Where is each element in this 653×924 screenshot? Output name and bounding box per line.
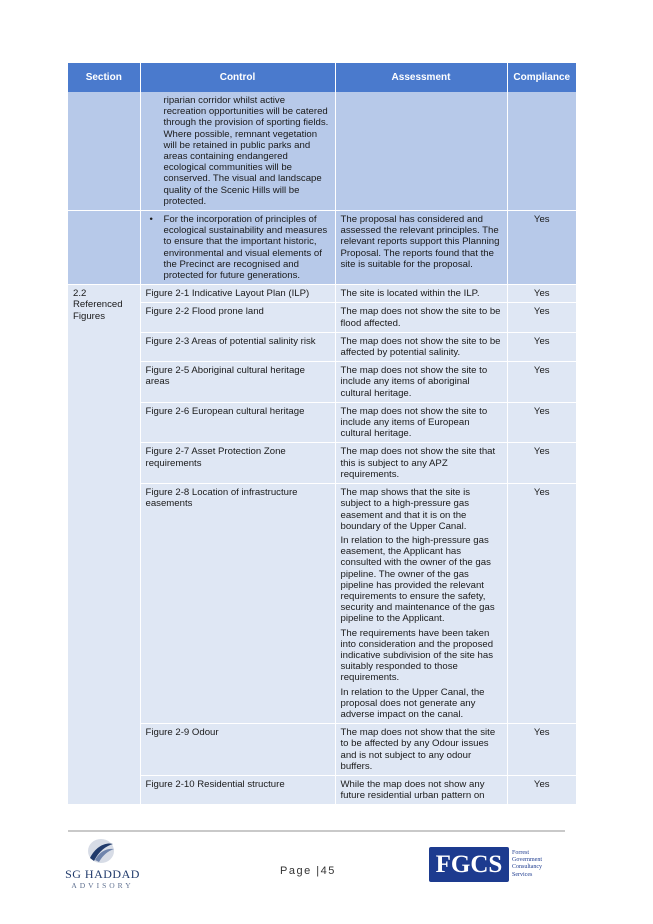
header-assessment: Assessment [335,63,507,92]
compliance-table [68,63,576,805]
assessment-cell [335,724,507,776]
compliance-cell: Yes [507,285,576,303]
compliance-cell [507,92,576,211]
fgcs-logo [429,847,565,883]
control-text: For the incorporation of principles of ecological sustainability and measures to ensure that the important historic, environmental and visual elements of the Precinct are recognised and protected for future generations. [163,214,328,282]
assessment-cell: The proposal has considered and assessed the relevant principles. The relevant reports support this Planning Proposal. The reports found that the site is suitable for the proposal. [335,211,507,285]
sg-haddad-sub: ADVISORY [71,881,134,890]
table-row [68,443,576,484]
fgcs-word: Forrest [512,850,529,856]
assessment-cell [335,402,507,443]
assessment-paragraph: The requirements have been taken into consideration and the proposed indicative subdivision of the site has suitably responded to those requirements. [340,627,494,684]
table-row [68,285,576,303]
assessment-cell [335,362,507,403]
section-number: 2.2 [73,288,87,300]
fgcs-word: Services [512,871,533,878]
assessment-cell [335,285,507,303]
section-cell-2-2 [68,285,140,805]
page-number: Page |45 [280,865,336,877]
assessment-cell [335,443,507,484]
control-cell: Figure 2-5 Aboriginal cultural heritage areas [140,362,335,403]
assessment-paragraph: The map does not show the site to include any items of aboriginal cultural heritage. [340,365,488,399]
table-row [68,303,576,332]
compliance-cell: Yes [507,775,576,804]
assessment-cell [335,92,507,211]
compliance-cell: Yes [507,724,576,776]
control-cell: Figure 2-6 European cultural heritage [140,402,335,443]
control-cell: Figure 2-3 Areas of potential salinity risk [140,332,335,361]
table-row-continuation [68,92,576,211]
assessment-paragraph: In relation to the Upper Canal, the proposal does not generate any adverse impact on the canal. [340,686,485,720]
footer-divider [68,830,565,832]
assessment-paragraph: In relation to the high-pressure gas easement, the Applicant has consulted with the owner of the gas pipeline. The owner of the gas pipeline has provided the relevant requirements to ensure the safety, security and maintenance of the gas pipeline to the Applicant. [340,534,495,625]
table-row [68,775,576,804]
control-cell: Figure 2-1 Indicative Layout Plan (ILP) [140,285,335,303]
assessment-cell [335,303,507,332]
compliance-cell: Yes [507,303,576,332]
control-cell: Figure 2-8 Location of infrastructure easements [140,484,335,724]
assessment-cell [335,484,507,724]
fgcs-words [512,850,567,879]
table-header-row [68,63,576,92]
control-cell [140,92,335,211]
compliance-cell: Yes [507,362,576,403]
table-row [68,402,576,443]
control-text: riparian corridor whilst active recreation opportunities will be catered through the provision of sporting fields. Where possible, remnant vegetation will be retained in public parks and areas containing endangered ecological communities will be conserved. The visual and landscape quality of the Scenic Hills will be protected. [163,95,329,207]
assessment-paragraph: The map does not show that the site to be affected by any Odour issues and is not subject to any odour buffers. [340,727,496,772]
compliance-cell: Yes [507,484,576,724]
table-row [68,332,576,361]
assessment-cell [335,775,507,804]
compliance-cell: Yes [507,211,576,285]
table-row [68,724,576,776]
section-title: Referenced Figures [73,299,123,322]
control-cell: Figure 2-9 Odour [140,724,335,776]
compliance-cell: Yes [507,402,576,443]
assessment-paragraph: The map does not show the site to be flood affected. [340,306,501,329]
assessment-paragraph: The site is located within the ILP. [340,288,480,300]
assessment-paragraph: While the map does not show any future residential urban pattern on [340,778,485,802]
assessment-paragraph: The map shows that the site is subject to a high-pressure gas easement and that it is on the boundary of the Upper Canal. [340,487,471,532]
sg-haddad-logo [60,838,145,890]
compliance-cell: Yes [507,332,576,361]
fgcs-word: Government [512,857,542,864]
section-cell [68,92,140,211]
compliance-cell: Yes [507,443,576,484]
header-compliance: Compliance [507,63,576,92]
control-cell: Figure 2-10 Residential structure [140,775,335,804]
control-cell [140,211,335,285]
assessment-paragraph: The map does not show the site to be affected by potential salinity. [340,335,501,359]
assessment-cell [335,332,507,361]
control-cell: Figure 2-2 Flood prone land [140,303,335,332]
table-row-bullet [68,211,576,285]
header-section: Section [68,63,140,92]
table-row [68,362,576,403]
table-row [68,484,576,724]
assessment-paragraph: The map does not show the site to include any items of European cultural heritage. [340,405,488,440]
control-cell: Figure 2-7 Asset Protection Zone requirements [140,443,335,484]
sg-haddad-name: SG HADDAD [65,867,140,881]
swoosh-logo-icon [86,838,116,864]
section-cell [68,211,140,285]
fgcs-word: Consultancy [512,864,542,871]
bullet-icon: • [149,214,153,226]
assessment-paragraph: The map does not show the site that this is subject to any APZ requirements. [340,446,496,480]
fgcs-acronym: FGCS [429,847,509,882]
header-control: Control [140,63,335,92]
